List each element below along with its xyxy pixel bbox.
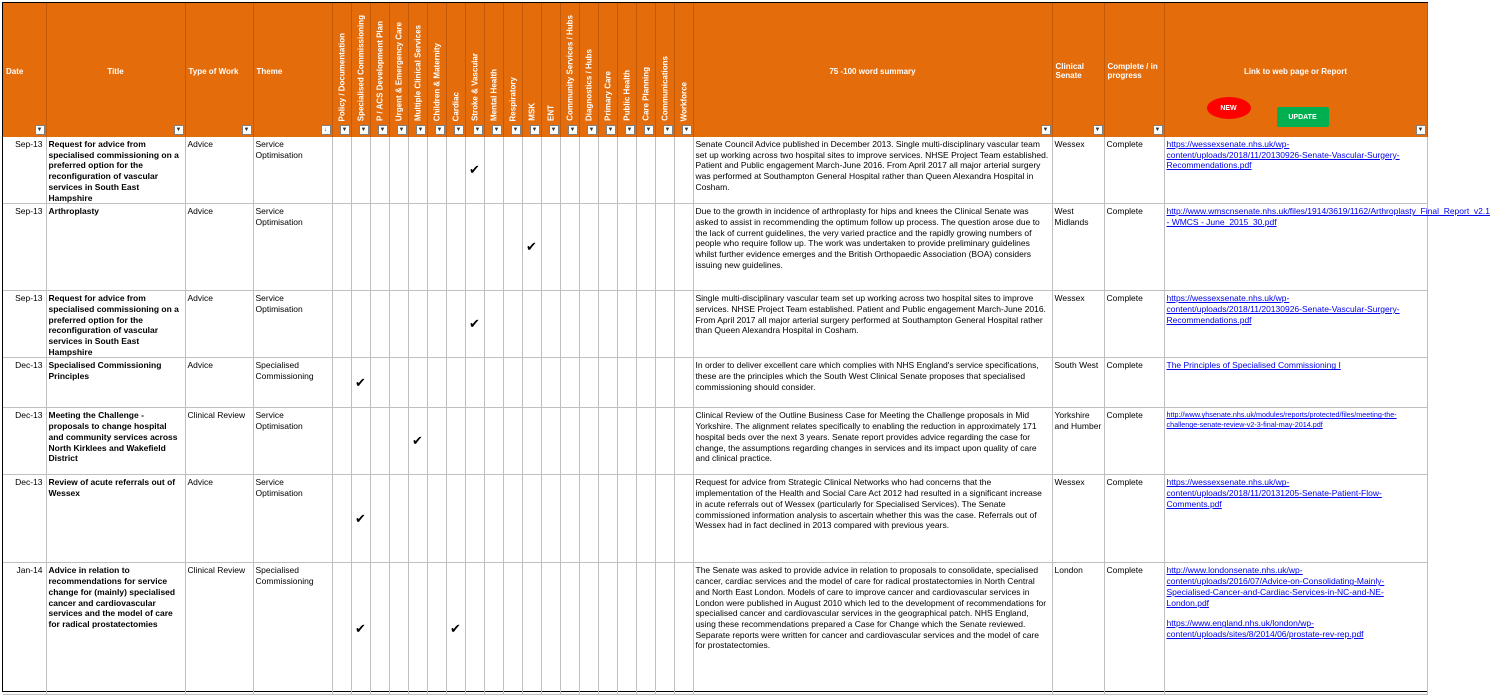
category-cell[interactable] (427, 563, 446, 695)
summary-cell[interactable]: The Senate was asked to provide advice in relation to proposals to consolidate, specialised cancer, cardiac services and the model of care for radical prostatectomies in North Central and North East London. Models of care to improve cancer and cardiovascular services in London were published in August 2010 which led to the development of recommendations for specialised cancer and cardiovascular services in the geographical patch. NHS England, using these recommendations prepared a Case for Change which the Senate reviewed. Separate reports were written for cancer and cardiovascular services and the model of care for prostatectomies. (693, 563, 1052, 695)
status-cell[interactable]: Complete (1104, 563, 1164, 695)
header-senate-label: Clinical Senate (1055, 62, 1084, 80)
header-category (541, 3, 560, 137)
category-cell[interactable] (408, 563, 427, 695)
category-cell[interactable] (560, 204, 579, 291)
category-cell[interactable] (332, 475, 351, 563)
category-cell[interactable] (427, 475, 446, 563)
category-cell[interactable] (674, 408, 693, 475)
theme-cell[interactable]: Service Optimisation (253, 475, 332, 563)
header-category (408, 3, 427, 137)
check-mark-icon: ✔ (355, 510, 366, 526)
category-cell[interactable] (541, 204, 560, 291)
category-cell[interactable] (332, 358, 351, 408)
senate-cell[interactable]: Yorkshire and Humber (1052, 408, 1104, 475)
category-cell[interactable] (655, 408, 674, 475)
category-cell[interactable] (446, 408, 465, 475)
header-category (484, 3, 503, 137)
category-cell[interactable] (446, 137, 465, 204)
category-cell[interactable] (465, 204, 484, 291)
category-cell[interactable] (522, 475, 541, 563)
category-cell[interactable] (674, 137, 693, 204)
category-cell[interactable] (598, 137, 617, 204)
category-cell[interactable] (370, 204, 389, 291)
date-cell[interactable]: Jan-14 (3, 563, 46, 695)
theme-cell[interactable]: Service Optimisation (253, 291, 332, 358)
theme-cell[interactable]: Specialised Commissioning (253, 358, 332, 408)
report-link[interactable]: https://wessexsenate.nhs.uk/wp-content/uploads/2018/11/20130926-Senate-Vascular-Surgery-Recommendations.pdf (1166, 139, 1400, 171)
filter-dropdown-icon[interactable]: ▼ (416, 125, 426, 135)
senate-work-table (3, 3, 1490, 695)
category-cell[interactable] (522, 137, 541, 204)
category-cell[interactable] (465, 408, 484, 475)
category-label: P / ACS Development Plan (375, 20, 385, 121)
check-mark-icon: ✔ (412, 433, 423, 449)
category-cell[interactable] (503, 358, 522, 408)
category-cell[interactable] (427, 204, 446, 291)
category-cell[interactable] (674, 358, 693, 408)
category-cell[interactable] (408, 291, 427, 358)
senate-cell[interactable]: West Midlands (1052, 204, 1104, 291)
category-cell[interactable] (598, 204, 617, 291)
category-cell[interactable] (674, 204, 693, 291)
category-cell[interactable] (427, 137, 446, 204)
category-cell[interactable] (408, 137, 427, 204)
category-label: Cardiac (451, 91, 461, 121)
category-cell[interactable] (522, 204, 541, 291)
category-cell[interactable] (332, 563, 351, 695)
category-cell[interactable] (427, 358, 446, 408)
category-label: ENT (546, 105, 556, 121)
category-cell[interactable] (655, 563, 674, 695)
title-cell[interactable]: Arthroplasty (46, 204, 185, 291)
category-cell[interactable] (370, 137, 389, 204)
header-senate (1052, 3, 1104, 137)
category-cell[interactable] (636, 408, 655, 475)
type-cell[interactable]: Advice (185, 137, 253, 204)
title-cell[interactable]: Specialised Commissioning Principles (46, 358, 185, 408)
header-summary-label: 75 -100 word summary (829, 66, 916, 76)
theme-cell[interactable]: Service Optimisation (253, 137, 332, 204)
category-cell[interactable] (351, 408, 370, 475)
report-link[interactable]: http://www.yhsenate.nhs.uk/modules/reports/protected/files/meeting-the-challenge-senate-review-v2-3-final-may-2014.pdf (1166, 410, 1397, 430)
category-cell[interactable] (389, 475, 408, 563)
date-cell[interactable]: Dec-13 (3, 475, 46, 563)
category-cell[interactable] (484, 358, 503, 408)
date-cell[interactable]: Dec-13 (3, 408, 46, 475)
category-cell[interactable] (560, 137, 579, 204)
category-cell[interactable] (579, 137, 598, 204)
header-category (522, 3, 541, 137)
link-cell[interactable] (1164, 475, 1427, 563)
category-cell[interactable] (484, 475, 503, 563)
category-cell[interactable] (465, 137, 484, 204)
category-cell[interactable] (522, 358, 541, 408)
category-cell[interactable] (541, 475, 560, 563)
category-cell[interactable] (636, 291, 655, 358)
category-cell[interactable] (446, 563, 465, 695)
header-link (1164, 3, 1427, 137)
header-category (560, 3, 579, 137)
category-cell[interactable] (370, 291, 389, 358)
header-category (427, 3, 446, 137)
date-cell[interactable]: Dec-13 (3, 358, 46, 408)
category-label: Workforce (679, 81, 689, 121)
category-label: Community Services / Hubs (565, 15, 575, 121)
filter-dropdown-icon[interactable]: ▼ (1093, 125, 1103, 135)
category-cell[interactable] (351, 563, 370, 695)
header-status (1104, 3, 1164, 137)
filter-dropdown-icon[interactable]: ▼ (340, 125, 350, 135)
category-cell[interactable] (560, 291, 579, 358)
filter-dropdown-icon[interactable]: ▼ (549, 125, 559, 135)
filter-dropdown-icon[interactable]: ▼ (492, 125, 502, 135)
category-cell[interactable] (389, 137, 408, 204)
category-cell[interactable] (560, 358, 579, 408)
category-cell[interactable] (522, 563, 541, 695)
title-cell[interactable]: Advice in relation to recommendations for service change for (mainly) specialised cancer and cardiovascular services and the model of care for radical prostatectomies (46, 563, 185, 695)
filter-dropdown-icon[interactable]: ▼ (35, 125, 45, 135)
filter-dropdown-icon[interactable]: ▼ (606, 125, 616, 135)
date-cell[interactable]: Sep-13 (3, 137, 46, 204)
filter-dropdown-icon[interactable]: ▼ (378, 125, 388, 135)
filter-dropdown-icon[interactable]: ▼ (644, 125, 654, 135)
category-cell[interactable] (674, 291, 693, 358)
summary-cell[interactable]: Senate Council Advice published in December 2013. Single multi-disciplinary vascular team set up working across two hospital sites to improve services. NHSE Project Team established. Patient and Public engagement March-June 2016. From April 2017 all major arterial surgery was performed at Southampton General Hospital rather than Queen Alexandra Hospital in Cosham. (693, 137, 1052, 204)
header-row (3, 3, 1427, 137)
category-label: Children & Maternity (432, 42, 442, 121)
category-cell[interactable] (617, 291, 636, 358)
date-cell[interactable]: Sep-13 (3, 204, 46, 291)
category-label: Stroke & Vascular (470, 52, 480, 121)
category-cell[interactable] (408, 475, 427, 563)
category-cell[interactable] (655, 358, 674, 408)
header-type-label: Type of Work (188, 66, 239, 76)
header-category (332, 3, 351, 137)
status-cell[interactable]: Complete (1104, 137, 1164, 204)
filter-dropdown-icon[interactable]: ▼ (174, 125, 184, 135)
senate-cell[interactable]: Wessex (1052, 291, 1104, 358)
category-label: Urgent & Emergency Care (394, 21, 404, 121)
category-cell[interactable] (465, 291, 484, 358)
update-button[interactable]: UPDATE (1277, 107, 1329, 127)
report-link[interactable]: http://www.wmscnsenate.nhs.uk/files/1914/3619/1162/Arthroplasty_Final_Report_v2.1 - WMCS - June_2015_30.pdf (1166, 206, 1490, 227)
header-link-label: Link to web page or Report (1243, 66, 1348, 76)
category-cell[interactable] (389, 204, 408, 291)
category-cell[interactable] (617, 408, 636, 475)
category-cell[interactable] (370, 475, 389, 563)
check-mark-icon: ✔ (469, 161, 480, 177)
new-badge[interactable]: NEW (1207, 97, 1251, 119)
header-category (655, 3, 674, 137)
senate-cell[interactable]: London (1052, 563, 1104, 695)
category-cell[interactable] (579, 408, 598, 475)
category-cell[interactable] (484, 291, 503, 358)
category-cell[interactable] (598, 475, 617, 563)
category-cell[interactable] (484, 204, 503, 291)
category-label: Primary Care (603, 71, 613, 121)
category-cell[interactable] (484, 563, 503, 695)
table-row (3, 137, 1427, 204)
category-cell[interactable] (541, 408, 560, 475)
category-label: Respiratory (508, 76, 518, 121)
table-row (3, 563, 1427, 695)
filter-dropdown-icon[interactable]: ▼ (530, 125, 540, 135)
category-cell[interactable] (446, 291, 465, 358)
theme-cell[interactable]: Service Optimisation (253, 204, 332, 291)
category-cell[interactable] (636, 204, 655, 291)
table-row (3, 475, 1427, 563)
header-category (579, 3, 598, 137)
category-cell[interactable] (370, 563, 389, 695)
category-label: Multiple Clinical Services (413, 24, 423, 121)
category-cell[interactable] (636, 475, 655, 563)
category-cell[interactable] (332, 204, 351, 291)
header-date-label: Date (6, 66, 24, 76)
report-link[interactable]: https://wessexsenate.nhs.uk/wp-content/uploads/2018/11/20130926-Senate-Vascular-Surgery-Recommendations.pdf (1166, 293, 1400, 325)
category-label: Care Planning (641, 67, 651, 121)
status-cell[interactable]: Complete (1104, 291, 1164, 358)
link-cell[interactable] (1164, 204, 1490, 291)
header-theme-label: Theme (256, 66, 283, 76)
filter-dropdown-icon[interactable]: ▼ (1041, 125, 1051, 135)
category-cell[interactable] (541, 563, 560, 695)
filter-dropdown-icon[interactable]: ▼ (682, 125, 692, 135)
category-cell[interactable] (598, 358, 617, 408)
filter-sort-icon[interactable]: ↓ (321, 125, 331, 135)
theme-cell[interactable]: Service Optimisation (253, 408, 332, 475)
link-cell[interactable] (1164, 291, 1427, 358)
category-cell[interactable] (541, 291, 560, 358)
category-cell[interactable] (617, 204, 636, 291)
type-cell[interactable]: Advice (185, 358, 253, 408)
summary-cell[interactable]: Single multi-disciplinary vascular team set up working across two hospital sites to improve services. NHSE Project Team established. Patient and Public engagement March-June 2016. From April 2017 all major arterial surgery performed at Southampton General Hospital rather than Queen Alexandra Hospital in Cosham. (693, 291, 1052, 358)
filter-dropdown-icon[interactable]: ▼ (359, 125, 369, 135)
category-cell[interactable] (389, 563, 408, 695)
header-category (674, 3, 693, 137)
header-category (446, 3, 465, 137)
category-cell[interactable] (370, 408, 389, 475)
category-cell[interactable] (389, 408, 408, 475)
category-label: MSK (527, 103, 537, 121)
summary-cell[interactable]: In order to deliver excellent care which complies with NHS England's service specifications, these are the principles which the South West Clinical Senate proposes that specialised commissioning should consider. (693, 358, 1052, 408)
header-theme (253, 3, 332, 137)
status-cell[interactable]: Complete (1104, 204, 1164, 291)
category-cell[interactable] (351, 204, 370, 291)
report-link[interactable]: The Principles of Specialised Commissioning I (1166, 360, 1341, 371)
filter-dropdown-icon[interactable]: ▼ (454, 125, 464, 135)
type-cell[interactable]: Advice (185, 475, 253, 563)
category-cell[interactable] (389, 291, 408, 358)
filter-dropdown-icon[interactable]: ▼ (568, 125, 578, 135)
category-cell[interactable] (617, 563, 636, 695)
check-mark-icon: ✔ (355, 620, 366, 636)
category-cell[interactable] (484, 137, 503, 204)
header-date (3, 3, 46, 137)
category-cell[interactable] (560, 475, 579, 563)
category-cell[interactable] (427, 291, 446, 358)
senate-cell[interactable]: Wessex (1052, 475, 1104, 563)
category-cell[interactable] (503, 563, 522, 695)
category-cell[interactable] (617, 475, 636, 563)
category-cell[interactable] (427, 408, 446, 475)
summary-cell[interactable]: Clinical Review of the Outline Business Case for Meeting the Challenge proposals in Mid Yorkshire. The alignment relates specifically to enabling the reduction in approximately 171 hospital beds over the next 3 years. Senate report provides advice regarding the case for change, the assumptions regarding changes in services and its impact upon quality of care and clinical practice. (693, 408, 1052, 475)
table-row (3, 291, 1427, 358)
category-cell[interactable] (332, 291, 351, 358)
category-cell[interactable] (598, 291, 617, 358)
category-cell[interactable] (522, 291, 541, 358)
type-cell[interactable]: Advice (185, 291, 253, 358)
type-cell[interactable]: Clinical Review (185, 408, 253, 475)
filter-dropdown-icon[interactable]: ▼ (511, 125, 521, 135)
category-cell[interactable] (541, 358, 560, 408)
category-cell[interactable] (636, 563, 655, 695)
table-body (3, 137, 1490, 695)
header-summary (693, 3, 1052, 137)
link-cell[interactable] (1164, 408, 1427, 475)
category-cell[interactable] (503, 408, 522, 475)
header-category (617, 3, 636, 137)
category-cell[interactable] (579, 291, 598, 358)
table-row (3, 358, 1427, 408)
title-cell[interactable]: Meeting the Challenge - proposals to change hospital and community services across North Kirklees and Wakefield District (46, 408, 185, 475)
filter-dropdown-icon[interactable]: ▼ (1153, 125, 1163, 135)
category-cell[interactable] (503, 204, 522, 291)
category-cell[interactable] (579, 563, 598, 695)
theme-cell[interactable]: Specialised Commissioning (253, 563, 332, 695)
title-cell[interactable]: Request for advice from specialised commissioning on a preferred option for the reconfiguration of vascular services in South East Hampshire (46, 291, 185, 358)
category-cell[interactable] (351, 475, 370, 563)
category-cell[interactable] (579, 475, 598, 563)
category-label: Communications (660, 56, 670, 121)
header-title-label: Title (107, 66, 124, 76)
category-cell[interactable] (655, 204, 674, 291)
header-category (503, 3, 522, 137)
category-cell[interactable] (655, 291, 674, 358)
report-link[interactable]: https://wessexsenate.nhs.uk/wp-content/uploads/2018/11/20131205-Senate-Patient-Flow-Comments.pdf (1166, 477, 1382, 509)
header-title (46, 3, 185, 137)
summary-cell[interactable]: Due to the growth in incidence of arthroplasty for hips and knees the Clinical Senate was asked to assist in recommending the optimum follow up process. The question arose due to the lack of current guidelines, the very varied practice and the rapidly growing numbers of people who require follow up. The work was undertaken to provide preliminary guidelines whilst further evidence emerges and the British Orthopaedic Association (BOA) considers issuing new guidelines. (693, 204, 1052, 291)
date-cell[interactable]: Sep-13 (3, 291, 46, 358)
category-cell[interactable] (446, 358, 465, 408)
senate-cell[interactable]: South West (1052, 358, 1104, 408)
filter-dropdown-icon[interactable]: ▼ (1416, 125, 1426, 135)
category-cell[interactable] (370, 358, 389, 408)
summary-cell[interactable]: Request for advice from Strategic Clinical Networks who had concerns that the implementation of the Health and Social Care Act 2012 had resulted in a significant increase in acute referrals out of Wessex (particularly for Specialised Services). The Senate commissioned information analysis to ascertain whether this was the case. Referrals out of Wessex had in fact declined in 2013 compared with previous years. (693, 475, 1052, 563)
category-cell[interactable] (617, 137, 636, 204)
filter-dropdown-icon[interactable]: ▼ (587, 125, 597, 135)
category-cell[interactable] (598, 408, 617, 475)
status-cell[interactable]: Complete (1104, 408, 1164, 475)
link-cell[interactable] (1164, 137, 1427, 204)
category-cell[interactable] (465, 358, 484, 408)
category-cell[interactable] (465, 475, 484, 563)
category-cell[interactable] (541, 137, 560, 204)
category-cell[interactable] (522, 408, 541, 475)
category-cell[interactable] (351, 358, 370, 408)
table-row (3, 204, 1427, 291)
category-cell[interactable] (351, 137, 370, 204)
category-cell[interactable] (579, 204, 598, 291)
status-cell[interactable]: Complete (1104, 475, 1164, 563)
category-cell[interactable] (674, 563, 693, 695)
category-cell[interactable] (408, 408, 427, 475)
category-cell[interactable] (503, 291, 522, 358)
check-mark-icon: ✔ (355, 374, 366, 390)
check-mark-icon: ✔ (469, 315, 480, 331)
category-cell[interactable] (503, 137, 522, 204)
category-cell[interactable] (636, 358, 655, 408)
category-cell[interactable] (503, 475, 522, 563)
category-cell[interactable] (655, 475, 674, 563)
category-label: Diagnostics / Hubs (584, 48, 594, 121)
category-cell[interactable] (617, 358, 636, 408)
table-row (3, 408, 1427, 475)
category-cell[interactable] (674, 475, 693, 563)
category-label: Specialised Commissioning (356, 14, 366, 121)
category-cell[interactable] (408, 204, 427, 291)
link-cell[interactable] (1164, 358, 1427, 408)
category-cell[interactable] (598, 563, 617, 695)
status-cell[interactable]: Complete (1104, 358, 1164, 408)
header-category (351, 3, 370, 137)
title-cell[interactable]: Request for advice from specialised commissioning on a preferred option for the reconfiguration of vascular services in South East Hampshire (46, 137, 185, 204)
filter-dropdown-icon[interactable]: ▼ (397, 125, 407, 135)
category-cell[interactable] (655, 137, 674, 204)
category-cell[interactable] (579, 358, 598, 408)
category-cell[interactable] (332, 137, 351, 204)
category-cell[interactable] (446, 475, 465, 563)
category-cell[interactable] (560, 408, 579, 475)
link-cell[interactable] (1164, 563, 1427, 695)
type-cell[interactable]: Clinical Review (185, 563, 253, 695)
filter-dropdown-icon[interactable]: ▼ (435, 125, 445, 135)
senate-cell[interactable]: Wessex (1052, 137, 1104, 204)
category-cell[interactable] (560, 563, 579, 695)
title-cell[interactable]: Review of acute referrals out of Wessex (46, 475, 185, 563)
header-type (185, 3, 253, 137)
check-mark-icon: ✔ (450, 620, 461, 636)
category-cell[interactable] (351, 291, 370, 358)
category-label: Public Health (622, 70, 632, 121)
spreadsheet (2, 2, 1490, 692)
category-cell[interactable] (465, 563, 484, 695)
category-cell[interactable] (332, 408, 351, 475)
report-link[interactable]: http://www.londonsenate.nhs.uk/wp-content/uploads/2016/07/Advice-on-Consolidating-Mainly-Specialised-Cancer-and-Cardiac-Services-in-NC-and-NE-London.pdf (1166, 565, 1385, 608)
category-cell[interactable] (636, 137, 655, 204)
report-link[interactable]: https://www.england.nhs.uk/london/wp-content/uploads/sites/8/2014/06/prostate-rev-rep.pdf (1166, 618, 1364, 639)
filter-dropdown-icon[interactable]: ▼ (242, 125, 252, 135)
header-category (389, 3, 408, 137)
category-label: Mental Health (489, 68, 499, 121)
category-label: Policy / Documentation (337, 32, 347, 121)
header-category (370, 3, 389, 137)
header-category (598, 3, 617, 137)
category-cell[interactable] (408, 358, 427, 408)
type-cell[interactable]: Advice (185, 204, 253, 291)
category-cell[interactable] (484, 408, 503, 475)
header-status-label: Complete / in progress (1107, 62, 1158, 80)
filter-dropdown-icon[interactable]: ▼ (473, 125, 483, 135)
check-mark-icon: ✔ (526, 238, 537, 254)
category-cell[interactable] (389, 358, 408, 408)
filter-dropdown-icon[interactable]: ▼ (625, 125, 635, 135)
filter-dropdown-icon[interactable]: ▼ (663, 125, 673, 135)
header-category (465, 3, 484, 137)
category-cell[interactable] (446, 204, 465, 291)
header-category (636, 3, 655, 137)
